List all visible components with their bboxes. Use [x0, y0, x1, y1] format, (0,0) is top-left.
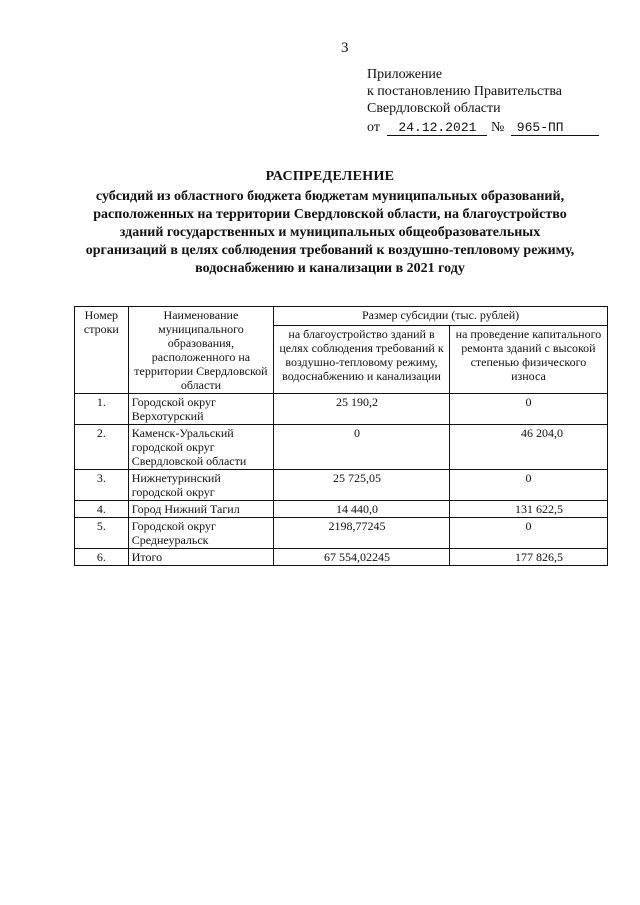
cell-municipality: Город Нижний Тагил: [128, 501, 273, 518]
cell-row-number: 5.: [75, 518, 129, 549]
header-municipality: Наименование муниципального образования, расположенного на территории Свердловской области: [128, 307, 273, 394]
subsidy-table: [74, 306, 608, 566]
cell-improvement: 0: [274, 425, 450, 470]
appendix-date-line: [367, 119, 599, 136]
cell-total-label: Итого: [128, 549, 273, 566]
date-prefix: от: [367, 120, 380, 135]
cell-repair: 131 622,5: [449, 501, 607, 518]
resolution-number: 965-ПП: [511, 121, 599, 136]
cell-repair: 0: [449, 394, 607, 425]
page-number: 3: [341, 40, 349, 56]
document-title: [60, 168, 600, 278]
title-line-1: субсидий из областного бюджета бюджетам муниципальных образований,: [95, 189, 565, 204]
table-row: [75, 501, 608, 518]
cell-row-number: 4.: [75, 501, 129, 518]
cell-municipality: Нижнетуринский городской округ: [128, 470, 273, 501]
header-repair: на проведение капитального ремонта зданий с высокой степенью физического износа: [449, 326, 607, 394]
table-row: [75, 470, 608, 501]
table-row: [75, 425, 608, 470]
title-main: РАСПРЕДЕЛЕНИЕ: [265, 169, 395, 184]
resolution-date: 24.12.2021: [387, 121, 487, 136]
cell-repair: 0: [449, 518, 607, 549]
table-row: [75, 518, 608, 549]
cell-municipality: Городской округ Среднеуральск: [128, 518, 273, 549]
title-line-2: расположенных на территории Свердловской области, на благоустройство: [93, 207, 567, 222]
appendix-label: Приложение: [367, 67, 443, 82]
cell-total-repair: 177 826,5: [449, 549, 607, 566]
appendix-resolution: к постановлению Правительства: [367, 84, 563, 99]
table-row: [75, 394, 608, 425]
table-total-row: [75, 549, 608, 566]
appendix-region: Свердловской области: [367, 101, 501, 116]
cell-row-number: 6.: [75, 549, 129, 566]
cell-improvement: 14 440,0: [274, 501, 450, 518]
header-subsidy-group: Размер субсидии (тыс. рублей): [274, 307, 608, 326]
title-line-3: зданий государственных и муниципальных общеобразовательных: [119, 225, 541, 240]
number-prefix: №: [490, 120, 505, 135]
cell-improvement: 25 725,05: [274, 470, 450, 501]
header-improvement: на благоустройство зданий в целях соблюдения требований к воздушно-тепловому режиму, водоснабжению и канализации: [274, 326, 450, 394]
appendix-header: [367, 66, 599, 136]
title-line-5: водоснабжению и канализации в 2021 году: [195, 261, 465, 276]
cell-row-number: 1.: [75, 394, 129, 425]
cell-municipality: Каменск-Уральский городской округ Свердловской области: [128, 425, 273, 470]
cell-repair: 0: [449, 470, 607, 501]
table-header-row: [75, 307, 608, 326]
cell-total-improvement: 67 554,02245: [274, 549, 450, 566]
cell-row-number: 2.: [75, 425, 129, 470]
cell-improvement: 2198,77245: [274, 518, 450, 549]
cell-row-number: 3.: [75, 470, 129, 501]
cell-repair: 46 204,0: [449, 425, 607, 470]
cell-municipality: Городской округ Верхотурский: [128, 394, 273, 425]
title-line-4: организаций в целях соблюдения требований к воздушно-тепловому режиму,: [85, 243, 575, 258]
header-row-number: Номер строки: [75, 307, 129, 394]
cell-improvement: 25 190,2: [274, 394, 450, 425]
